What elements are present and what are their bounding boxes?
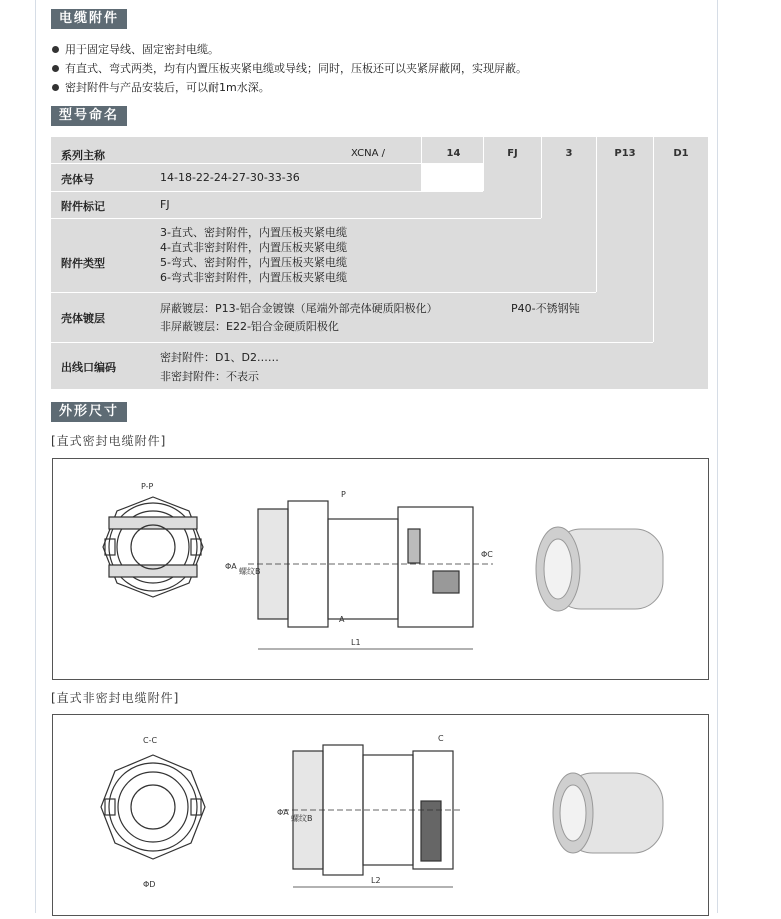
dim-length: L2 [371,876,381,885]
plating-line: 非屏蔽镀层：E22-铝合金硬质阳极化 [160,320,339,333]
section-title-naming: 型号命名 [51,106,127,126]
accessory-mark: FJ [160,198,170,211]
row-label-shell: 壳体号 [61,173,94,186]
drawing-straight-sealed [52,458,709,680]
section-title-accessories: 电缆附件 [51,9,127,29]
list-item: 用于固定导线、固定密封电缆。 [52,40,527,59]
type-line: 6-弯式非密封附件，内置压板夹紧电缆 [160,271,347,284]
technical-drawing [53,715,708,915]
naming-table [51,137,708,389]
code-shell: 14 [446,148,461,159]
dim-phi-a: ΦA [277,808,289,817]
outlet-line: 密封附件：D1、D2…… [160,351,279,364]
dim-thread: 螺纹B [291,814,313,823]
product-photo [536,527,663,611]
dim-thread: 螺纹B [239,567,261,576]
figure-caption: [直式密封电缆附件] [51,434,167,448]
bullet-icon [52,65,59,72]
row-label-outlet: 出线口编码 [61,361,116,374]
dim-length: L1 [351,638,361,647]
code-type: 3 [565,148,573,159]
code-accessory: FJ [507,148,518,159]
bullet-icon [52,46,59,53]
feature-list [52,40,527,97]
section-label: P-P [141,482,154,491]
bullet-icon [52,84,59,91]
code-outlet: D1 [673,148,689,159]
dim-phi-c: ΦC [481,550,493,559]
product-photo [553,773,663,853]
section-title-dimensions: 外形尺寸 [51,402,127,422]
row-label-mark: 附件标记 [61,200,105,213]
row-label-type: 附件类型 [61,257,105,270]
series-code: XCNA / [351,148,385,159]
section-label: C-C [143,736,158,745]
dim-phi-d: ΦD [143,880,156,889]
technical-drawing [53,459,708,679]
type-line: 3-直式、密封附件，内置压板夹紧电缆 [160,226,347,239]
drawing-straight-unsealed [52,714,709,916]
shell-sizes: 14-18-22-24-27-30-33-36 [160,171,300,184]
side-view [248,501,493,627]
side-view [283,745,463,875]
plating-line: 屏蔽镀层：P13-铝合金镀镍（尾端外部壳体硬质阳极化） [160,302,438,315]
list-item: 有直式、弯式两类，均有内置压板夹紧电缆或导线；同时，压板还可以夹紧屏蔽网，实现屏蔽。 [52,59,527,78]
list-item: 密封附件与产品安装后，可以耐1m水深。 [52,78,527,97]
dim-a-label: A [339,615,345,624]
type-line: 5-弯式、密封附件，内置压板夹紧电缆 [160,256,347,269]
row-label-series: 系列主称 [61,149,105,162]
end-view [101,755,205,859]
dim-phi-a: ΦA [225,562,237,571]
figure-caption: [直式非密封电缆附件] [51,691,180,705]
end-view [103,497,203,597]
dim-c-label: C [438,734,444,743]
code-plating: P13 [614,148,636,159]
plating-extra: P40-不锈钢钝 [511,302,580,315]
outlet-line: 非密封附件：不表示 [160,370,259,383]
dim-p-label: P [341,490,346,499]
row-label-plating: 壳体镀层 [61,312,105,325]
type-line: 4-直式非密封附件，内置压板夹紧电缆 [160,241,347,254]
